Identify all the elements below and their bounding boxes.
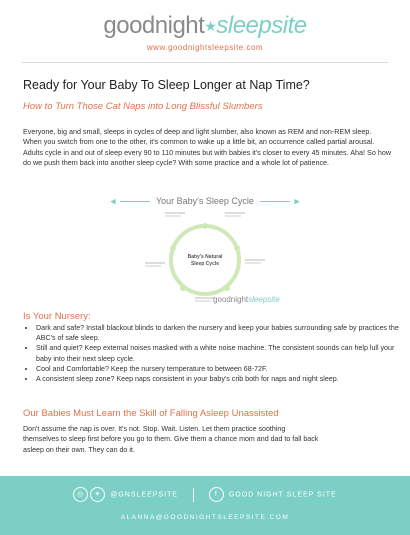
cycle-node [170, 245, 176, 251]
cycle-node [202, 223, 208, 229]
cycle-node [234, 245, 240, 251]
cycle-ring [171, 226, 239, 294]
footer-email[interactable]: ALANNA@GOODNIGHTSLEEPSITE.COM [120, 514, 290, 521]
arrow-left-icon: ◀ [110, 198, 116, 206]
list-item: • A consistent sleep zone? Keep naps consistent in your baby's crib both for naps and night sleep. [36, 374, 408, 384]
instagram-icon[interactable]: ◎ [73, 487, 88, 502]
star-icon: ★ [204, 18, 217, 35]
facebook-page[interactable]: GOOD NIGHT SLEEP SITE [228, 491, 337, 499]
divider [260, 201, 290, 202]
cycle-node [180, 285, 186, 291]
sleep-cycle-heading [0, 196, 410, 206]
cycle-node [224, 285, 230, 291]
intro-paragraph: Everyone, big and small, sleeps in cycles of deep and light slumber, also known as REM and non-REM sleep. When you switch from one to the other, it's common to wake up a little bit, an occurrence called partial arousal. Adults cycle in and out of sleep every 90 to 110 minutes but with babies it's closer to every 45 minutes. Aha! So how do we push them back into another sleep cycle? With some practice and a whole lot of patience. [23, 127, 392, 168]
divider [120, 201, 150, 202]
logo-text-sleepsite: sleepsite [216, 12, 307, 39]
list-item: • Dark and safe? Install blackout blinds to darken the nursery and keep your babies surrounding safe by practices the ABC's of safe sleep. [36, 323, 408, 343]
diagram-logo [213, 295, 280, 304]
skill-heading: Our Babies Must Learn the Skill of Falling Asleep Unassisted [23, 408, 279, 419]
sleep-cycle-diagram [135, 208, 275, 308]
site-logo [0, 12, 410, 40]
arrow-right-icon: ▶ [294, 198, 300, 206]
footer-bar [0, 476, 410, 535]
page-title: Ready for Your Baby To Sleep Longer at Nap Time? [23, 78, 310, 92]
site-url[interactable]: www.goodnightsleepsite.com [146, 43, 264, 52]
divider [22, 62, 388, 63]
list-item: • Cool and Comfortable? Keep the nursery temperature to between 68-72F. [36, 364, 408, 374]
logo-text-sleepsite: sleepsite [248, 295, 280, 304]
footer-social [0, 487, 410, 502]
facebook-icon[interactable]: f [209, 487, 224, 502]
social-handle[interactable]: @GNSLEEPSITE [110, 491, 178, 499]
cycle-center-line1: Baby's Natural [187, 254, 223, 260]
logo-text-goodnight: goodnight [103, 12, 205, 39]
skill-paragraph: Don't assume the nap is over. It's not. Stop. Wait. Listen. Let them practice soothing themselves to sleep first before you go to them. Give them a chance mom and dad to fall back asleep on their own. They can do it. [23, 425, 319, 454]
sleep-cycle-heading-text: Your Baby's Sleep Cycle [155, 196, 254, 206]
twitter-icon[interactable]: ✦ [90, 487, 105, 502]
nursery-list [22, 323, 408, 384]
page-subtitle: How to Turn Those Cat Naps into Long Blissful Slumbers [23, 101, 263, 112]
nursery-heading: Is Your Nursery: [23, 311, 91, 322]
logo-text-goodnight: goodnight [213, 295, 249, 304]
divider [193, 488, 194, 502]
cycle-center-line2: Sleep Cycle [190, 261, 220, 267]
list-item: • Still and quiet? Keep external noises masked with a white noise machine. The consistent sounds can help lull your baby into their next sleep cycle. [36, 343, 408, 363]
